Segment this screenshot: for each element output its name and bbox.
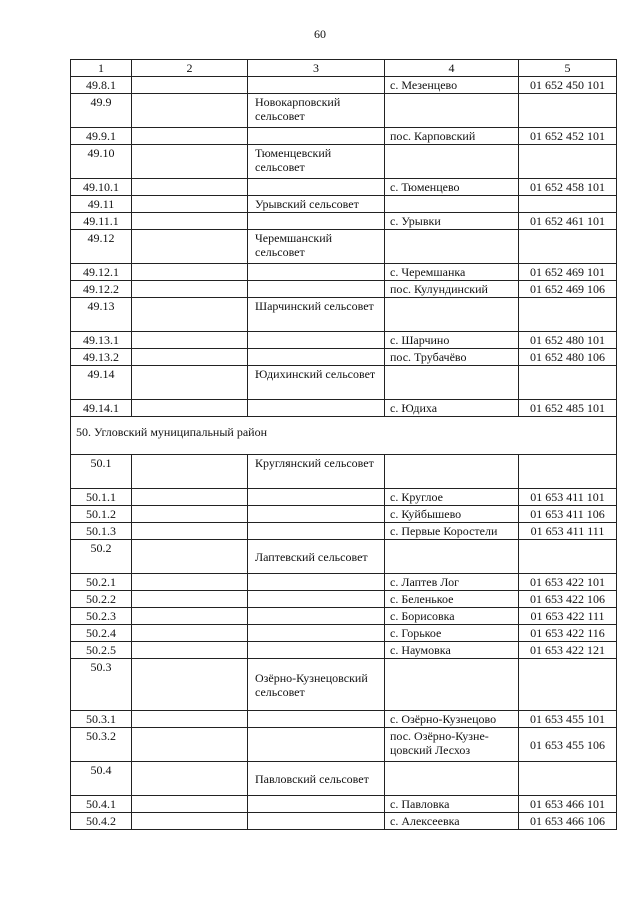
row-number-cell: 50.1.2 [71,506,132,523]
column-2-cell [132,625,248,642]
table-row [71,506,617,523]
table-row [71,659,617,711]
row-number-cell: 49.8.1 [71,77,132,94]
okato-code-cell: 01 653 411 101 [519,489,617,506]
column-header: 5 [519,60,617,77]
table-row [71,264,617,281]
column-2-cell [132,179,248,196]
column-2-cell [132,455,248,489]
row-number-cell: 50.2 [71,540,132,574]
okato-code-cell [519,94,617,128]
settlement-name-cell: с. Павловка [385,796,519,813]
council-name-cell: Урывский сельсовет [248,196,385,213]
row-number-cell: 50.2.5 [71,642,132,659]
okato-code-cell: 01 652 469 101 [519,264,617,281]
table-row [71,94,617,128]
row-number-cell: 50.2.1 [71,574,132,591]
council-name-cell [248,128,385,145]
column-2-cell [132,489,248,506]
column-2-cell [132,591,248,608]
column-2-cell [132,523,248,540]
okato-code-cell: 01 653 411 111 [519,523,617,540]
settlement-name-cell [385,540,519,574]
settlement-registry-table [70,59,617,830]
table-row [71,608,617,625]
table-row [71,366,617,400]
row-number-cell: 50.1.3 [71,523,132,540]
row-number-cell: 50.3 [71,659,132,711]
table-row [71,489,617,506]
council-name-cell [248,281,385,298]
council-name-cell: Шарчинский сельсовет [248,298,385,332]
council-name-cell [248,400,385,417]
column-header: 1 [71,60,132,77]
settlement-name-cell: с. Лаптев Лог [385,574,519,591]
table-row [71,196,617,213]
column-2-cell [132,400,248,417]
settlement-name-cell: с. Тюменцево [385,179,519,196]
table-row [71,213,617,230]
okato-code-cell: 01 652 469 106 [519,281,617,298]
settlement-name-cell [385,94,519,128]
settlement-name-cell: пос. Карповский [385,128,519,145]
settlement-name-cell: пос. Озёрно-Кузне-цовский Лесхоз [385,728,519,762]
council-name-cell [248,711,385,728]
okato-code-cell: 01 653 422 116 [519,625,617,642]
column-2-cell [132,298,248,332]
council-name-cell: Черемшанский сельсовет [248,230,385,264]
settlement-name-cell [385,762,519,796]
okato-code-cell: 01 653 422 101 [519,574,617,591]
row-number-cell: 49.10.1 [71,179,132,196]
column-2-cell [132,608,248,625]
okato-code-cell: 01 653 422 106 [519,591,617,608]
settlement-name-cell [385,145,519,179]
row-number-cell: 50.2.4 [71,625,132,642]
column-2-cell [132,230,248,264]
table-row [71,128,617,145]
row-number-cell: 49.14 [71,366,132,400]
row-number-cell: 50.1 [71,455,132,489]
column-2-cell [132,813,248,830]
column-2-cell [132,213,248,230]
row-number-cell: 50.4 [71,762,132,796]
council-name-cell [248,574,385,591]
district-heading-row [71,417,617,455]
settlement-name-cell: пос. Кулундинский [385,281,519,298]
row-number-cell: 49.13 [71,298,132,332]
council-name-cell [248,179,385,196]
okato-code-cell: 01 652 480 101 [519,332,617,349]
council-name-cell: Новокарповский сельсовет [248,94,385,128]
row-number-cell: 50.4.2 [71,813,132,830]
row-number-cell: 49.9.1 [71,128,132,145]
council-name-cell [248,349,385,366]
column-2-cell [132,281,248,298]
council-name-cell: Юдихинский сельсовет [248,366,385,400]
okato-code-cell: 01 653 466 106 [519,813,617,830]
table-row [71,796,617,813]
table-row [71,728,617,762]
okato-code-cell: 01 653 455 101 [519,711,617,728]
okato-code-cell [519,145,617,179]
council-name-cell: Лаптевский сельсовет [248,540,385,574]
settlement-name-cell: с. Юдиха [385,400,519,417]
settlement-name-cell [385,196,519,213]
settlement-name-cell: с. Озёрно-Кузнецово [385,711,519,728]
row-number-cell: 49.13.2 [71,349,132,366]
district-heading: 50. Угловский муниципальный район [71,417,617,455]
settlement-name-cell [385,230,519,264]
okato-code-cell [519,196,617,213]
table-row [71,711,617,728]
okato-code-cell: 01 653 466 101 [519,796,617,813]
column-2-cell [132,711,248,728]
column-header: 4 [385,60,519,77]
council-name-cell [248,506,385,523]
column-2-cell [132,506,248,523]
table-row [71,145,617,179]
council-name-cell [248,608,385,625]
council-name-cell: Озёрно-Кузнецовский сельсовет [248,659,385,711]
settlement-name-cell: пос. Трубачёво [385,349,519,366]
okato-code-cell: 01 652 452 101 [519,128,617,145]
settlement-name-cell: с. Круглое [385,489,519,506]
row-number-cell: 49.14.1 [71,400,132,417]
header-row [71,60,617,77]
settlement-name-cell: с. Черемшанка [385,264,519,281]
row-number-cell: 49.9 [71,94,132,128]
settlement-name-cell: с. Беленькое [385,591,519,608]
table-row [71,625,617,642]
row-number-cell: 50.3.2 [71,728,132,762]
okato-code-cell [519,230,617,264]
column-2-cell [132,366,248,400]
table-row [71,540,617,574]
column-2-cell [132,77,248,94]
settlement-name-cell [385,659,519,711]
column-2-cell [132,659,248,711]
column-2-cell [132,128,248,145]
okato-code-cell: 01 653 422 111 [519,608,617,625]
row-number-cell: 49.10 [71,145,132,179]
settlement-name-cell: с. Борисовка [385,608,519,625]
council-name-cell: Круглянский сельсовет [248,455,385,489]
settlement-name-cell: с. Шарчино [385,332,519,349]
column-2-cell [132,540,248,574]
council-name-cell [248,625,385,642]
council-name-cell [248,796,385,813]
okato-code-cell [519,659,617,711]
settlement-name-cell: с. Горькое [385,625,519,642]
row-number-cell: 49.11 [71,196,132,213]
okato-code-cell: 01 653 422 121 [519,642,617,659]
council-name-cell: Павловский сельсовет [248,762,385,796]
okato-code-cell: 01 652 458 101 [519,179,617,196]
column-2-cell [132,349,248,366]
row-number-cell: 49.13.1 [71,332,132,349]
okato-code-cell [519,366,617,400]
settlement-name-cell: с. Первые Коростели [385,523,519,540]
council-name-cell [248,264,385,281]
column-2-cell [132,796,248,813]
okato-code-cell: 01 652 450 101 [519,77,617,94]
table-row [71,523,617,540]
table-row [71,591,617,608]
settlement-name-cell [385,298,519,332]
column-2-cell [132,762,248,796]
council-name-cell [248,523,385,540]
council-name-cell [248,591,385,608]
council-name-cell [248,332,385,349]
column-2-cell [132,728,248,762]
table-body [71,60,617,830]
council-name-cell [248,489,385,506]
settlement-name-cell: с. Урывки [385,213,519,230]
table-row [71,77,617,94]
council-name-cell [248,213,385,230]
table-row [71,400,617,417]
column-2-cell [132,94,248,128]
okato-code-cell: 01 652 480 106 [519,349,617,366]
column-2-cell [132,332,248,349]
table-row [71,281,617,298]
table-row [71,298,617,332]
row-number-cell: 50.1.1 [71,489,132,506]
table-row [71,349,617,366]
row-number-cell: 49.12.1 [71,264,132,281]
row-number-cell: 49.12.2 [71,281,132,298]
page-number: 60 [314,27,326,41]
row-number-cell: 50.2.3 [71,608,132,625]
table-row [71,179,617,196]
column-2-cell [132,642,248,659]
council-name-cell [248,728,385,762]
table-row [71,762,617,796]
okato-code-cell: 01 652 461 101 [519,213,617,230]
council-name-cell: Тюменцевский сельсовет [248,145,385,179]
table-row [71,332,617,349]
council-name-cell [248,77,385,94]
council-name-cell [248,813,385,830]
settlement-name-cell: с. Алексеевка [385,813,519,830]
table-row [71,230,617,264]
column-2-cell [132,264,248,281]
okato-code-cell [519,540,617,574]
row-number-cell: 49.12 [71,230,132,264]
column-header: 3 [248,60,385,77]
column-header: 2 [132,60,248,77]
council-name-cell [248,642,385,659]
settlement-name-cell: с. Мезенцево [385,77,519,94]
row-number-cell: 49.11.1 [71,213,132,230]
okato-code-cell: 01 653 455 106 [519,728,617,762]
column-2-cell [132,145,248,179]
settlement-name-cell [385,366,519,400]
okato-code-cell: 01 653 411 106 [519,506,617,523]
okato-code-cell: 01 652 485 101 [519,400,617,417]
settlement-name-cell [385,455,519,489]
okato-code-cell [519,762,617,796]
settlement-name-cell: с. Наумовка [385,642,519,659]
table-row [71,813,617,830]
row-number-cell: 50.3.1 [71,711,132,728]
table-row [71,574,617,591]
okato-code-cell [519,455,617,489]
okato-code-cell [519,298,617,332]
settlement-name-cell: с. Куйбышево [385,506,519,523]
row-number-cell: 50.4.1 [71,796,132,813]
column-2-cell [132,574,248,591]
table-row [71,455,617,489]
table-row [71,642,617,659]
row-number-cell: 50.2.2 [71,591,132,608]
column-2-cell [132,196,248,213]
